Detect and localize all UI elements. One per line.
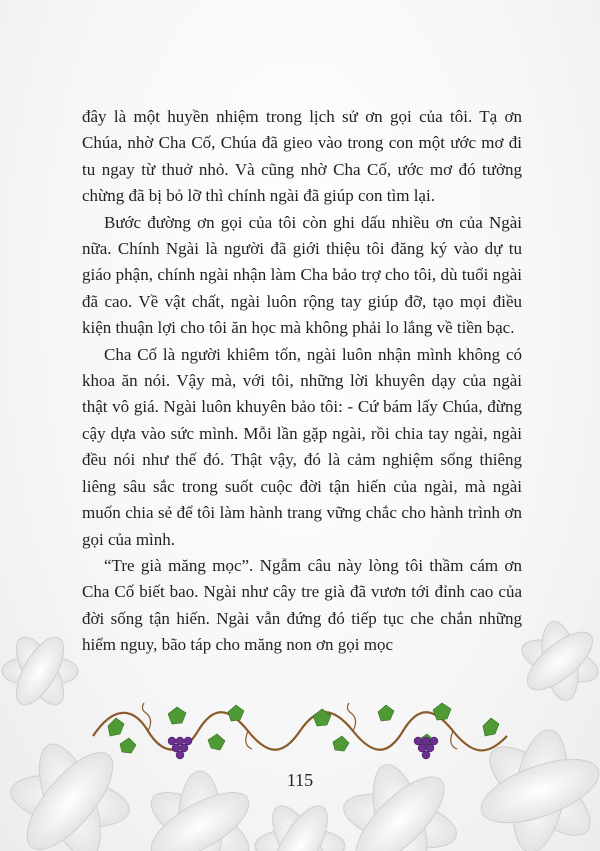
paragraph-3: Cha Cố là người khiêm tốn, ngài luôn nhận mình không có khoa ăn nói. Vậy mà, với tôi, những lời khuyên dạy của ngài thật vô giá. Ngài luôn khuyên bảo tôi: - Cứ bám lấy Chúa, đừng cậy dựa vào sức mình. Mỗi lần gặp ngài, rồi chia tay ngài, ngài đều nói như thế đó. Thật vậy, đó là cảm nghiệm sống thiêng liêng sâu sắc trong suốt cuộc đời tận hiến của ngài, mà ngài muốn chia sẻ để tôi làm hành trang vững chắc cho hành trình ơn gọi của mình. — [82, 344, 522, 549]
page-number: 115 — [286, 770, 314, 790]
grape-vine-divider — [88, 696, 512, 766]
paragraph-1: đây là một huyền nhiệm trong lịch sử ơn gọi của tôi. Tạ ơn Chúa, nhờ Cha Cố, Chúa đã gieo vào trong con một ước mơ đi tu ngay từ thuở nhỏ. Và cũng nhờ Cha Cố, ước mơ đó tưởng chừng đã bị bỏ lỡ thì chính ngài đã giúp con tìm lại. — [82, 107, 522, 206]
body-text — [82, 104, 522, 659]
paragraph-4: “Tre già măng mọc”. Ngẫm câu này lòng tôi thầm cám ơn Cha Cố biết bao. Ngài như cây tre già đã vươn tới đỉnh cao của đời sống tận hiến. Ngài vẫn đứng đó tiếp tục che chắn những hiểm nguy, bão táp cho măng non ơn gọi mọc — [82, 555, 522, 655]
paragraph-2: Bước đường ơn gọi của tôi còn ghi dấu nhiều ơn của Ngài nữa. Chính Ngài là người đã giới thiệu tôi đăng ký vào dự tu giáo phận, chính ngài nhận làm Cha bảo trợ cho tôi, dù tuổi ngài đã cao. Về vật chất, ngài luôn rộng tay giúp đỡ, tạo mọi điều kiện thuận lợi cho tôi ăn học mà không phải lo lắng về tiền bạc. — [82, 212, 522, 338]
